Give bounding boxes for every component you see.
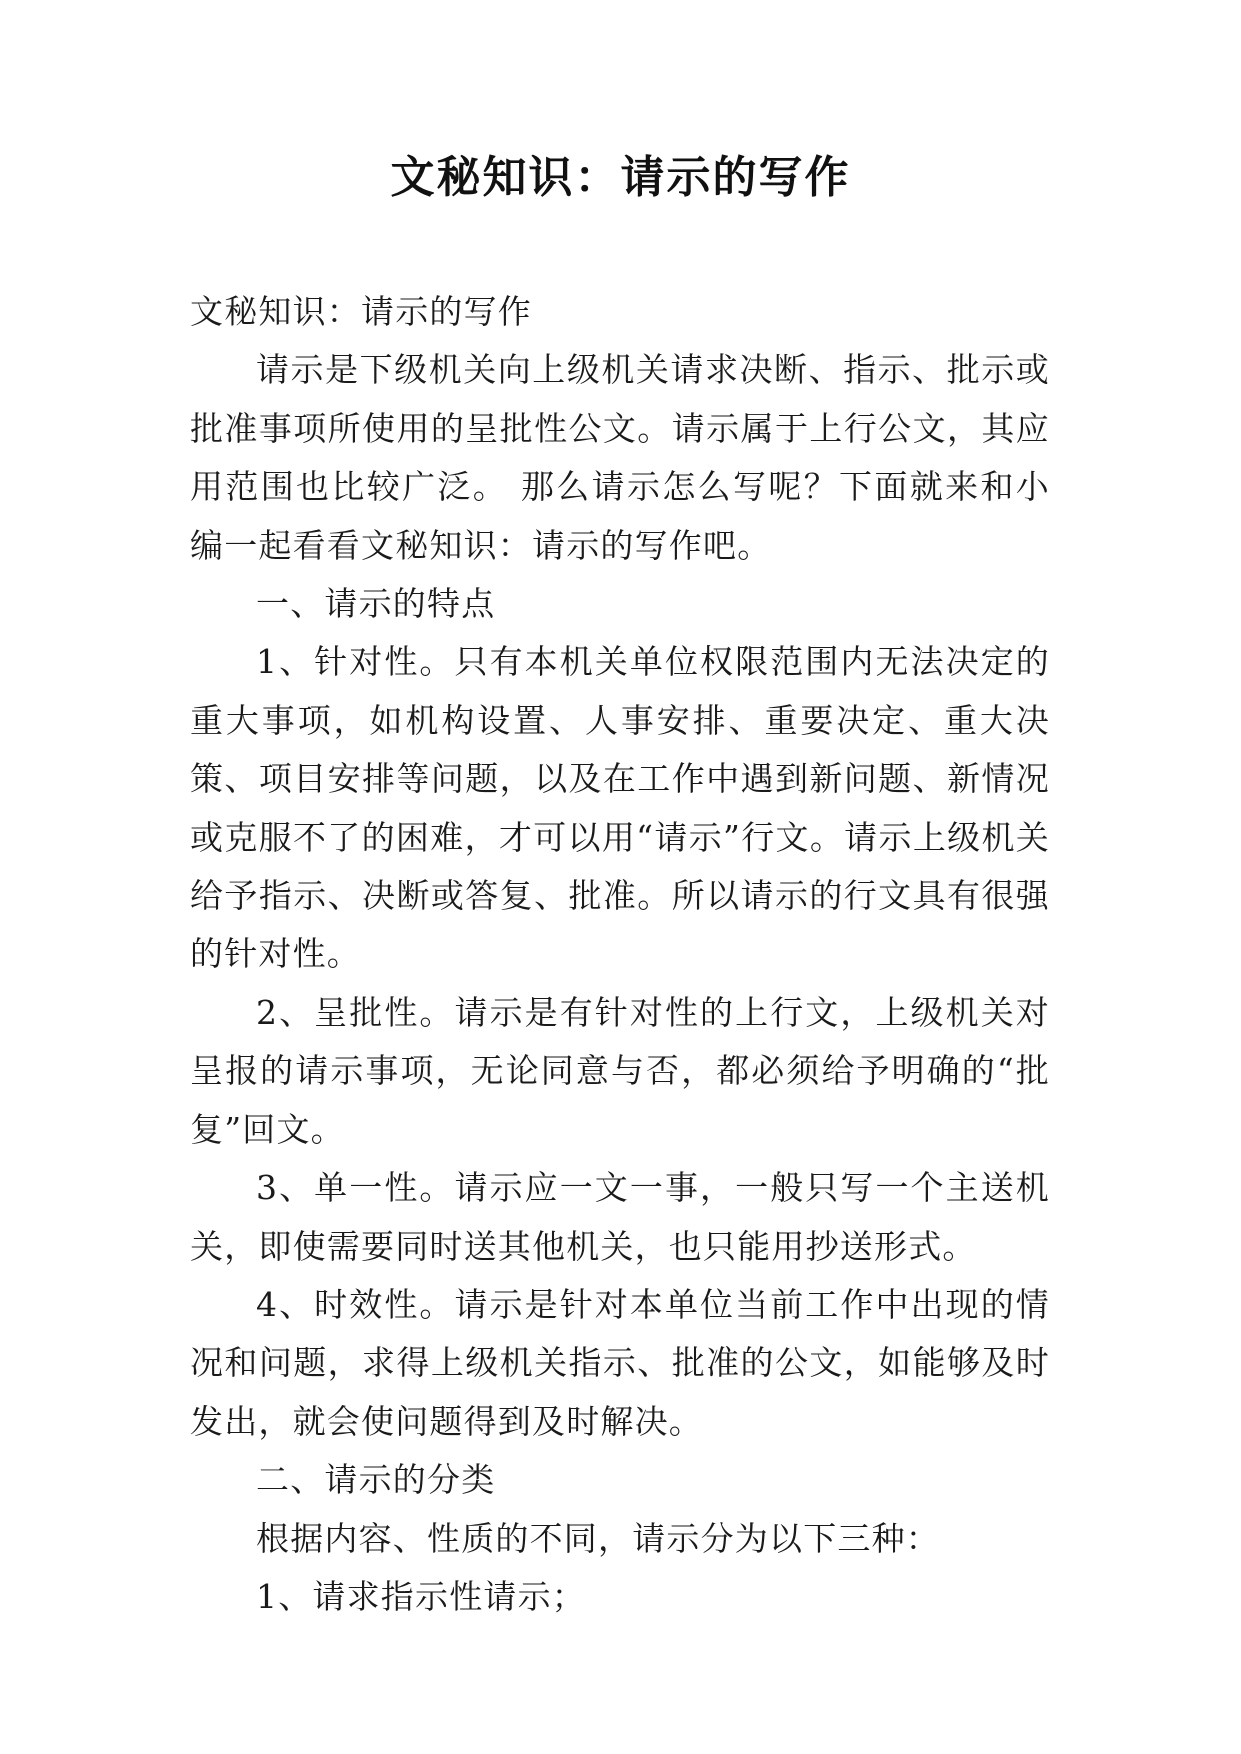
paragraph-feature-3: 3、单一性。请示应一文一事，一般只写一个主送机关，即使需要同时送其他机关，也只能用抄送形式。 <box>190 1168 1050 1266</box>
paragraph-feature-2: 2、呈批性。请示是有针对性的上行文，上级机关对呈报的请示事项，无论同意与否，都必须给予明确的“批复”回文。 <box>190 992 1050 1149</box>
paragraph-feature-1: 1、针对性。只有本机关单位权限范围内无法决定的重大事项，如机构设置、人事安排、重要决定、重大决策、项目安排等问题，以及在工作中遇到新问题、新情况或克服不了的困难，才可以用“请示”行文。请示上级机关给予指示、决断或答复、批准。所以请示的行文具有很强的针对性。 <box>190 642 1050 974</box>
document-title: 文秘知识：请示的写作 <box>390 152 851 203</box>
paragraph-type-1: 1、请求指示性请示； <box>256 1576 586 1616</box>
section-heading-features: 一、请示的特点 <box>256 584 496 624</box>
paragraph-types-intro: 根据内容、性质的不同，请示分为以下三种： <box>256 1518 940 1558</box>
section-heading-types: 二、请示的分类 <box>256 1460 496 1500</box>
document-body <box>190 283 1050 1626</box>
paragraph-feature-4: 4、时效性。请示是针对本单位当前工作中出现的情况和问题，求得上级机关指示、批准的公文，如能够及时发出，就会使问题得到及时解决。 <box>190 1284 1050 1441</box>
paragraph-heading: 文秘知识：请示的写作 <box>190 292 532 331</box>
paragraph-intro: 请示是下级机关向上级机关请求决断、指示、批示或批准事项所使用的呈批性公文。请示属于上行公文，其应用范围也比较广泛。 那么请示怎么写呢？下面就来和小编一起看看文秘知识：请示的写作吧。 <box>190 350 1050 565</box>
